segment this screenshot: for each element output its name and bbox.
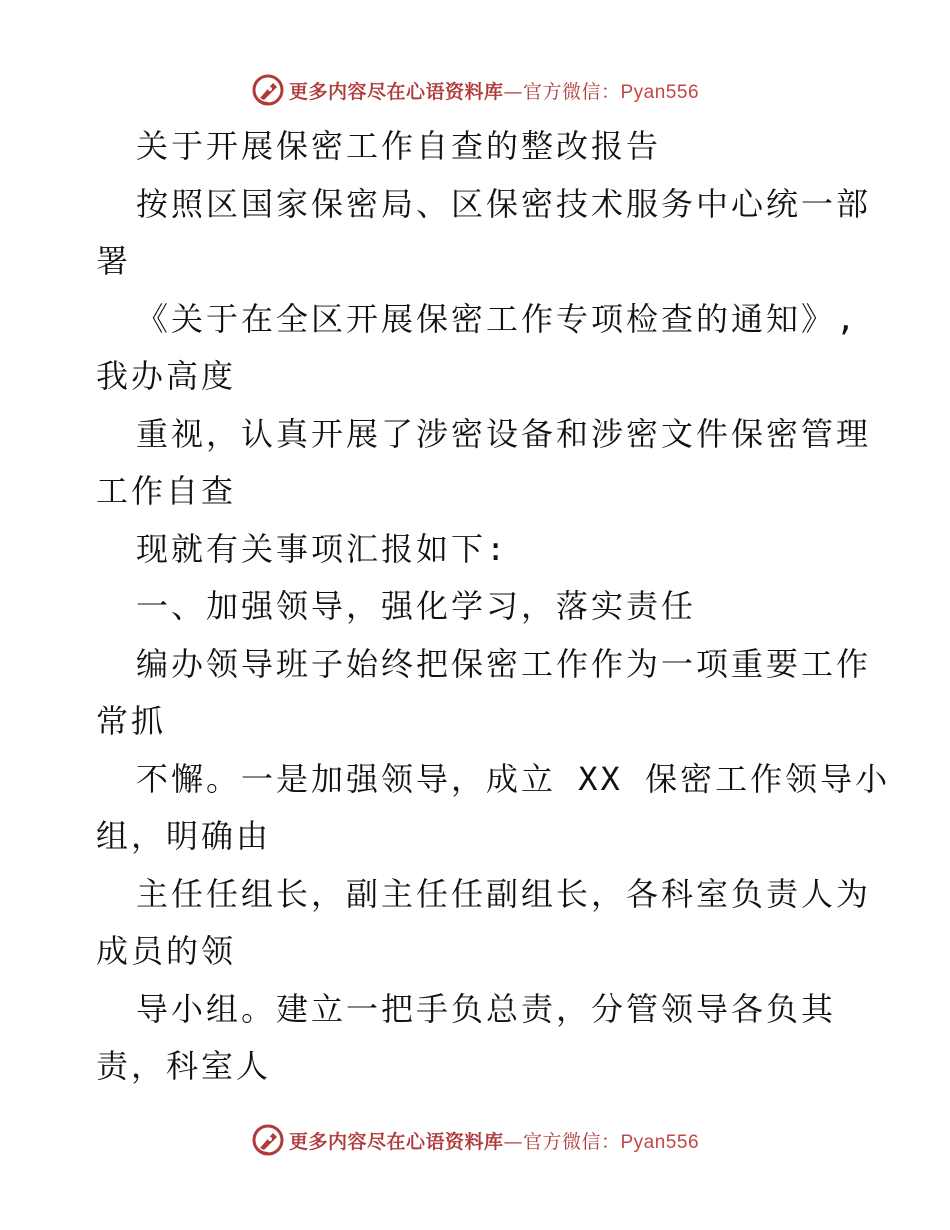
watermark-wechat-id: Pyan556 xyxy=(620,81,700,103)
watermark-separator: — xyxy=(503,1130,523,1153)
document-title: 关于开展保密工作自查的整改报告 xyxy=(136,127,662,165)
watermark-wechat-label: 官方微信： xyxy=(522,80,621,103)
paragraph-line: 责，科室人 xyxy=(96,1047,272,1085)
pen-nib-circle-icon xyxy=(251,1123,285,1157)
paragraph-line: 常抓 xyxy=(96,702,167,740)
watermark-separator: — xyxy=(503,80,523,103)
watermark-wechat-id: Pyan556 xyxy=(620,1131,700,1153)
paragraph-line: 导小组。建立一把手负总责，分管领导各负其 xyxy=(136,989,837,1028)
paragraph-line: 工作自查 xyxy=(96,472,237,510)
paragraph-line: 不懈。一是加强领导，成立 XX 保密工作领导小 xyxy=(136,759,891,798)
paragraph-line: 重视，认真开展了涉密设备和涉密文件保密管理 xyxy=(136,414,872,453)
document-body xyxy=(96,118,891,1096)
paragraph-line: 组，明确由 xyxy=(96,817,272,855)
watermark-site: 更多内容尽在心语资料库 xyxy=(288,80,504,103)
paragraph-line: 按照区国家保密局、区保密技术服务中心统一部 xyxy=(136,184,872,223)
section-heading: 一、加强领导，强化学习，落实责任 xyxy=(136,587,697,625)
watermark-text xyxy=(289,77,699,104)
paragraph-line: 我办高度 xyxy=(96,357,237,395)
paragraph-line: 主任任组长，副主任任副组长，各科室负责人为 xyxy=(136,874,872,913)
paragraph-line: 成员的领 xyxy=(96,932,237,970)
watermark-wechat-label: 官方微信： xyxy=(522,1130,621,1153)
pen-nib-circle-icon xyxy=(251,73,285,107)
watermark-text xyxy=(289,1127,699,1154)
watermark-site: 更多内容尽在心语资料库 xyxy=(288,1130,504,1153)
header-watermark xyxy=(0,70,950,110)
paragraph-line: 编办领导班子始终把保密工作作为一项重要工作 xyxy=(136,644,872,683)
paragraph-line: 署 xyxy=(96,242,132,280)
paragraph-line: 《关于在全区开展保密工作专项检查的通知》, xyxy=(136,299,859,338)
paragraph-line: 现就有关事项汇报如下: xyxy=(136,529,509,568)
footer-watermark xyxy=(0,1120,950,1160)
